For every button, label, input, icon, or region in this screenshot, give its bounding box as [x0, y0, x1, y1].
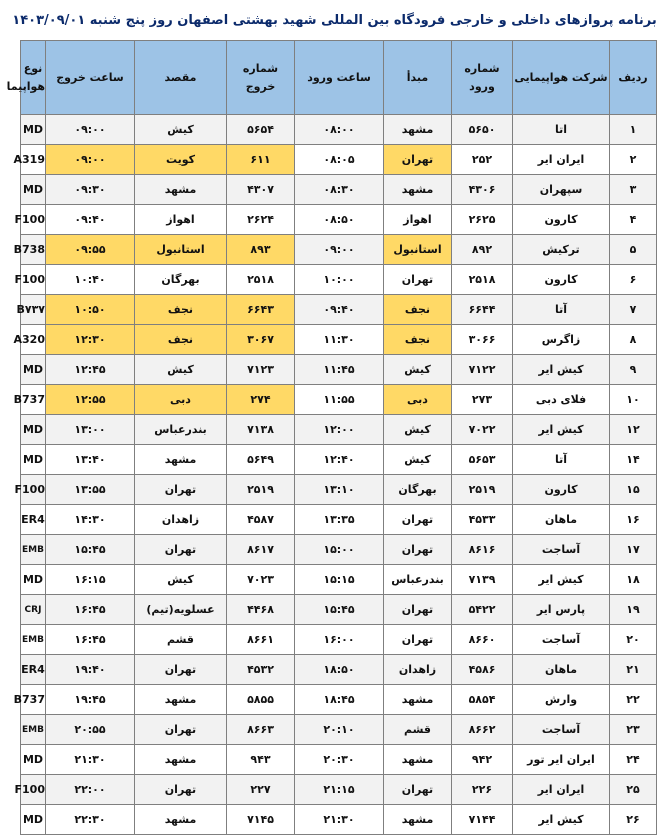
- cell-arrival-number: ۲۵۲: [452, 145, 513, 175]
- cell-departure-time: ۲۲:۰۰: [46, 775, 135, 805]
- cell-arrival-time: ۰۸:۰۵: [295, 145, 384, 175]
- cell-row-number: ۲۶: [610, 805, 657, 835]
- cell-departure-time: ۰۹:۵۵: [46, 235, 135, 265]
- cell-row-number: ۱۶: [610, 505, 657, 535]
- cell-airline: کیش ایر: [513, 805, 610, 835]
- cell-airline: ماهان: [513, 505, 610, 535]
- table-row: [21, 415, 657, 445]
- cell-arrival-time: ۱۱:۴۵: [295, 355, 384, 385]
- cell-arrival-number: ۴۵۳۳: [452, 505, 513, 535]
- cell-departure-time: ۱۹:۴۵: [46, 685, 135, 715]
- cell-airline: ایران ایر تور: [513, 745, 610, 775]
- cell-aircraft-type: EMB: [21, 535, 46, 565]
- table-row: [21, 775, 657, 805]
- cell-departure-number: ۲۷۴: [227, 385, 295, 415]
- cell-destination: کیش: [135, 355, 227, 385]
- cell-row-number: ۱۲: [610, 415, 657, 445]
- cell-aircraft-type: F100: [21, 265, 46, 295]
- cell-airline: ایران ایر: [513, 145, 610, 175]
- cell-destination: مشهد: [135, 805, 227, 835]
- cell-aircraft-type: MD: [21, 445, 46, 475]
- cell-departure-number: ۲۵۱۸: [227, 265, 295, 295]
- cell-aircraft-type: A320: [21, 325, 46, 355]
- cell-origin: تهران: [384, 265, 452, 295]
- header-arrival-number: شماره ورود: [452, 41, 513, 115]
- cell-airline: آساجت: [513, 535, 610, 565]
- cell-aircraft-type: B737: [21, 385, 46, 415]
- cell-departure-time: ۱۴:۳۰: [46, 505, 135, 535]
- cell-airline: کیش ایر: [513, 565, 610, 595]
- cell-airline: آتا: [513, 445, 610, 475]
- cell-arrival-number: ۵۴۲۲: [452, 595, 513, 625]
- cell-departure-number: ۵۶۴۹: [227, 445, 295, 475]
- cell-arrival-number: ۸۶۶۲: [452, 715, 513, 745]
- cell-departure-number: ۷۱۲۳: [227, 355, 295, 385]
- cell-airline: فلای دبی: [513, 385, 610, 415]
- cell-airline: آتا: [513, 295, 610, 325]
- header-departure-time: ساعت خروج: [46, 41, 135, 115]
- cell-airline: کیش ایر: [513, 355, 610, 385]
- table-row: [21, 655, 657, 685]
- cell-row-number: ۲۰: [610, 625, 657, 655]
- cell-row-number: ۱۴: [610, 445, 657, 475]
- cell-aircraft-type: B737: [21, 685, 46, 715]
- cell-destination: عسلویه(تیم): [135, 595, 227, 625]
- cell-arrival-time: ۰۹:۴۰: [295, 295, 384, 325]
- cell-row-number: ۶: [610, 265, 657, 295]
- table-row: [21, 715, 657, 745]
- cell-aircraft-type: MD: [21, 175, 46, 205]
- cell-destination: اهواز: [135, 205, 227, 235]
- cell-origin: زاهدان: [384, 655, 452, 685]
- table-row: [21, 475, 657, 505]
- header-destination: مقصد: [135, 41, 227, 115]
- cell-airline: زاگرس: [513, 325, 610, 355]
- cell-departure-time: ۰۹:۰۰: [46, 145, 135, 175]
- cell-airline: ترکیش: [513, 235, 610, 265]
- cell-origin: مشهد: [384, 745, 452, 775]
- cell-arrival-time: ۱۰:۰۰: [295, 265, 384, 295]
- cell-departure-time: ۱۲:۵۵: [46, 385, 135, 415]
- table-row: [21, 385, 657, 415]
- cell-arrival-time: ۲۰:۱۰: [295, 715, 384, 745]
- cell-aircraft-type: ER4: [21, 505, 46, 535]
- cell-destination: نجف: [135, 295, 227, 325]
- table-row: [21, 565, 657, 595]
- cell-destination: مشهد: [135, 685, 227, 715]
- cell-arrival-number: ۲۲۶: [452, 775, 513, 805]
- cell-aircraft-type: MD: [21, 565, 46, 595]
- cell-departure-number: ۸۶۱۷: [227, 535, 295, 565]
- cell-origin: کیش: [384, 355, 452, 385]
- cell-departure-number: ۷۰۲۳: [227, 565, 295, 595]
- cell-aircraft-type: CRJ: [21, 595, 46, 625]
- table-row: [21, 115, 657, 145]
- cell-arrival-number: ۵۶۵۰: [452, 115, 513, 145]
- cell-destination: مشهد: [135, 445, 227, 475]
- cell-destination: زاهدان: [135, 505, 227, 535]
- cell-airline: ماهان: [513, 655, 610, 685]
- cell-airline: کارون: [513, 205, 610, 235]
- cell-departure-time: ۱۵:۴۵: [46, 535, 135, 565]
- cell-aircraft-type: MD: [21, 415, 46, 445]
- cell-origin: تهران: [384, 595, 452, 625]
- cell-arrival-time: ۰۹:۰۰: [295, 235, 384, 265]
- cell-arrival-time: ۱۳:۳۵: [295, 505, 384, 535]
- cell-destination: دبی: [135, 385, 227, 415]
- cell-destination: قشم: [135, 625, 227, 655]
- cell-row-number: ۱۸: [610, 565, 657, 595]
- cell-origin: تهران: [384, 505, 452, 535]
- cell-origin: تهران: [384, 625, 452, 655]
- cell-arrival-number: ۷۱۳۹: [452, 565, 513, 595]
- cell-departure-time: ۱۰:۴۰: [46, 265, 135, 295]
- cell-arrival-number: ۳۰۶۶: [452, 325, 513, 355]
- cell-arrival-number: ۹۴۲: [452, 745, 513, 775]
- cell-arrival-time: ۱۱:۵۵: [295, 385, 384, 415]
- cell-row-number: ۲۵: [610, 775, 657, 805]
- table-row: [21, 145, 657, 175]
- cell-destination: تهران: [135, 655, 227, 685]
- cell-row-number: ۲۴: [610, 745, 657, 775]
- cell-destination: بهرگان: [135, 265, 227, 295]
- cell-row-number: ۲: [610, 145, 657, 175]
- cell-arrival-number: ۷۱۲۲: [452, 355, 513, 385]
- cell-arrival-time: ۱۳:۱۰: [295, 475, 384, 505]
- cell-arrival-time: ۱۱:۳۰: [295, 325, 384, 355]
- cell-origin: نجف: [384, 325, 452, 355]
- cell-origin: مشهد: [384, 805, 452, 835]
- header-row-number: ردیف: [610, 41, 657, 115]
- cell-arrival-time: ۲۱:۳۰: [295, 805, 384, 835]
- header-departure-number: شماره خروج: [227, 41, 295, 115]
- cell-departure-time: ۰۹:۰۰: [46, 115, 135, 145]
- cell-destination: نجف: [135, 325, 227, 355]
- cell-row-number: ۱۷: [610, 535, 657, 565]
- cell-origin: مشهد: [384, 115, 452, 145]
- cell-origin: کیش: [384, 445, 452, 475]
- cell-departure-number: ۶۱۱: [227, 145, 295, 175]
- cell-row-number: ۳: [610, 175, 657, 205]
- table-row: [21, 535, 657, 565]
- cell-airline: کارون: [513, 475, 610, 505]
- cell-arrival-number: ۷۱۴۴: [452, 805, 513, 835]
- cell-arrival-time: ۱۸:۴۵: [295, 685, 384, 715]
- cell-destination: بندرعباس: [135, 415, 227, 445]
- cell-row-number: ۱۵: [610, 475, 657, 505]
- table-header-row: [21, 41, 657, 115]
- cell-departure-time: ۱۲:۴۵: [46, 355, 135, 385]
- cell-departure-time: ۲۰:۵۵: [46, 715, 135, 745]
- cell-departure-number: ۷۱۴۵: [227, 805, 295, 835]
- cell-departure-time: ۰۹:۳۰: [46, 175, 135, 205]
- cell-destination: کیش: [135, 115, 227, 145]
- cell-arrival-number: ۸۶۶۰: [452, 625, 513, 655]
- cell-row-number: ۱: [610, 115, 657, 145]
- cell-departure-number: ۲۵۱۹: [227, 475, 295, 505]
- cell-row-number: ۱۹: [610, 595, 657, 625]
- cell-aircraft-type: MD: [21, 355, 46, 385]
- cell-aircraft-type: B738: [21, 235, 46, 265]
- cell-arrival-number: ۵۸۵۴: [452, 685, 513, 715]
- cell-arrival-number: ۶۶۴۴: [452, 295, 513, 325]
- cell-destination: کیش: [135, 565, 227, 595]
- cell-departure-number: ۸۹۳: [227, 235, 295, 265]
- table-row: [21, 625, 657, 655]
- cell-arrival-time: ۱۲:۰۰: [295, 415, 384, 445]
- cell-arrival-time: ۰۸:۰۰: [295, 115, 384, 145]
- cell-arrival-time: ۱۲:۴۰: [295, 445, 384, 475]
- cell-departure-time: ۱۰:۵۰: [46, 295, 135, 325]
- cell-arrival-number: ۲۶۲۵: [452, 205, 513, 235]
- cell-arrival-number: ۸۶۱۶: [452, 535, 513, 565]
- cell-airline: اتا: [513, 115, 610, 145]
- cell-departure-time: ۱۳:۰۰: [46, 415, 135, 445]
- cell-origin: مشهد: [384, 175, 452, 205]
- cell-departure-number: ۵۶۵۴: [227, 115, 295, 145]
- cell-destination: تهران: [135, 475, 227, 505]
- cell-departure-number: ۳۰۶۷: [227, 325, 295, 355]
- table-row: [21, 505, 657, 535]
- cell-aircraft-type: MD: [21, 745, 46, 775]
- cell-arrival-time: ۲۱:۱۵: [295, 775, 384, 805]
- cell-airline: پارس ایر: [513, 595, 610, 625]
- cell-departure-number: ۴۳۰۷: [227, 175, 295, 205]
- table-row: [21, 355, 657, 385]
- cell-row-number: ۵: [610, 235, 657, 265]
- cell-departure-time: ۲۲:۳۰: [46, 805, 135, 835]
- table-row: [21, 595, 657, 625]
- table-row: [21, 205, 657, 235]
- cell-destination: کویت: [135, 145, 227, 175]
- cell-arrival-time: ۱۸:۵۰: [295, 655, 384, 685]
- table-row: [21, 325, 657, 355]
- page-title: برنامه پروازهای داخلی و خارجی فرودگاه بین المللی شهید بهشتی اصفهان روز پنج شنبه ۱۴۰۳/۰۹/۰۱: [12, 12, 657, 28]
- cell-row-number: ۹: [610, 355, 657, 385]
- cell-arrival-number: ۲۵۱۸: [452, 265, 513, 295]
- cell-origin: مشهد: [384, 685, 452, 715]
- cell-origin: نجف: [384, 295, 452, 325]
- cell-departure-time: ۱۶:۴۵: [46, 625, 135, 655]
- cell-arrival-number: ۴۳۰۶: [452, 175, 513, 205]
- cell-arrival-time: ۱۵:۰۰: [295, 535, 384, 565]
- table-row: [21, 175, 657, 205]
- cell-row-number: ۴: [610, 205, 657, 235]
- cell-departure-number: ۵۸۵۵: [227, 685, 295, 715]
- cell-departure-time: ۱۹:۴۰: [46, 655, 135, 685]
- cell-aircraft-type: EMB: [21, 715, 46, 745]
- cell-origin: بندرعباس: [384, 565, 452, 595]
- cell-row-number: ۸: [610, 325, 657, 355]
- cell-aircraft-type: A319: [21, 145, 46, 175]
- cell-departure-time: ۱۳:۵۵: [46, 475, 135, 505]
- cell-airline: وارش: [513, 685, 610, 715]
- cell-arrival-number: ۷۰۲۲: [452, 415, 513, 445]
- cell-aircraft-type: F100: [21, 475, 46, 505]
- cell-aircraft-type: ER4: [21, 655, 46, 685]
- cell-arrival-number: ۴۵۸۶: [452, 655, 513, 685]
- cell-arrival-time: ۰۸:۵۰: [295, 205, 384, 235]
- cell-departure-number: ۷۱۳۸: [227, 415, 295, 445]
- header-arrival-time: ساعت ورود: [295, 41, 384, 115]
- cell-destination: تهران: [135, 535, 227, 565]
- cell-aircraft-type: F100: [21, 205, 46, 235]
- cell-origin: قشم: [384, 715, 452, 745]
- cell-origin: دبی: [384, 385, 452, 415]
- cell-departure-number: ۶۶۴۳: [227, 295, 295, 325]
- cell-destination: مشهد: [135, 745, 227, 775]
- cell-arrival-time: ۲۰:۳۰: [295, 745, 384, 775]
- cell-origin: کیش: [384, 415, 452, 445]
- cell-airline: آساجت: [513, 715, 610, 745]
- cell-destination: مشهد: [135, 175, 227, 205]
- cell-departure-number: ۸۶۶۱: [227, 625, 295, 655]
- cell-row-number: ۲۳: [610, 715, 657, 745]
- cell-origin: تهران: [384, 775, 452, 805]
- cell-origin: تهران: [384, 535, 452, 565]
- cell-aircraft-type: EMB: [21, 625, 46, 655]
- cell-arrival-time: ۱۵:۴۵: [295, 595, 384, 625]
- cell-departure-time: ۱۳:۴۰: [46, 445, 135, 475]
- header-aircraft-type: نوع هواپیما: [21, 41, 46, 115]
- cell-departure-number: ۹۴۳: [227, 745, 295, 775]
- cell-row-number: ۷: [610, 295, 657, 325]
- cell-aircraft-type: MD: [21, 115, 46, 145]
- cell-departure-number: ۸۶۶۳: [227, 715, 295, 745]
- cell-destination: تهران: [135, 775, 227, 805]
- table-row: [21, 745, 657, 775]
- cell-arrival-time: ۰۸:۳۰: [295, 175, 384, 205]
- cell-arrival-time: ۱۵:۱۵: [295, 565, 384, 595]
- cell-origin: بهرگان: [384, 475, 452, 505]
- cell-airline: آساجت: [513, 625, 610, 655]
- cell-aircraft-type: B۷۳۷: [21, 295, 46, 325]
- cell-departure-time: ۲۱:۳۰: [46, 745, 135, 775]
- header-origin: مبدأ: [384, 41, 452, 115]
- cell-departure-number: ۴۵۸۷: [227, 505, 295, 535]
- cell-row-number: ۱۰: [610, 385, 657, 415]
- cell-departure-time: ۱۶:۱۵: [46, 565, 135, 595]
- cell-departure-number: ۴۴۶۸: [227, 595, 295, 625]
- cell-origin: اهواز: [384, 205, 452, 235]
- cell-aircraft-type: MD: [21, 805, 46, 835]
- cell-arrival-time: ۱۶:۰۰: [295, 625, 384, 655]
- cell-row-number: ۲۱: [610, 655, 657, 685]
- cell-airline: کارون: [513, 265, 610, 295]
- cell-departure-time: ۱۲:۳۰: [46, 325, 135, 355]
- cell-arrival-number: ۵۶۵۳: [452, 445, 513, 475]
- table-row: [21, 235, 657, 265]
- cell-airline: ایران ایر: [513, 775, 610, 805]
- table-row: [21, 685, 657, 715]
- table-body: [13, 115, 657, 835]
- cell-aircraft-type: F100: [21, 775, 46, 805]
- cell-row-number: ۲۲: [610, 685, 657, 715]
- cell-destination: استانبول: [135, 235, 227, 265]
- cell-arrival-number: ۲۵۱۹: [452, 475, 513, 505]
- cell-departure-number: ۲۶۲۴: [227, 205, 295, 235]
- table-row: [21, 295, 657, 325]
- cell-departure-time: ۰۹:۴۰: [46, 205, 135, 235]
- table-row: [21, 805, 657, 835]
- cell-destination: تهران: [135, 715, 227, 745]
- cell-origin: استانبول: [384, 235, 452, 265]
- cell-departure-number: ۲۲۷: [227, 775, 295, 805]
- flights-table: [6, 40, 657, 835]
- cell-airline: سپهران: [513, 175, 610, 205]
- cell-arrival-number: ۲۷۳: [452, 385, 513, 415]
- cell-origin: تهران: [384, 145, 452, 175]
- table-row: [21, 445, 657, 475]
- cell-departure-time: ۱۶:۴۵: [46, 595, 135, 625]
- cell-airline: کیش ایر: [513, 415, 610, 445]
- cell-departure-number: ۴۵۳۲: [227, 655, 295, 685]
- cell-arrival-number: ۸۹۲: [452, 235, 513, 265]
- header-airline: شرکت هواپیمایی: [513, 41, 610, 115]
- table-row: [21, 265, 657, 295]
